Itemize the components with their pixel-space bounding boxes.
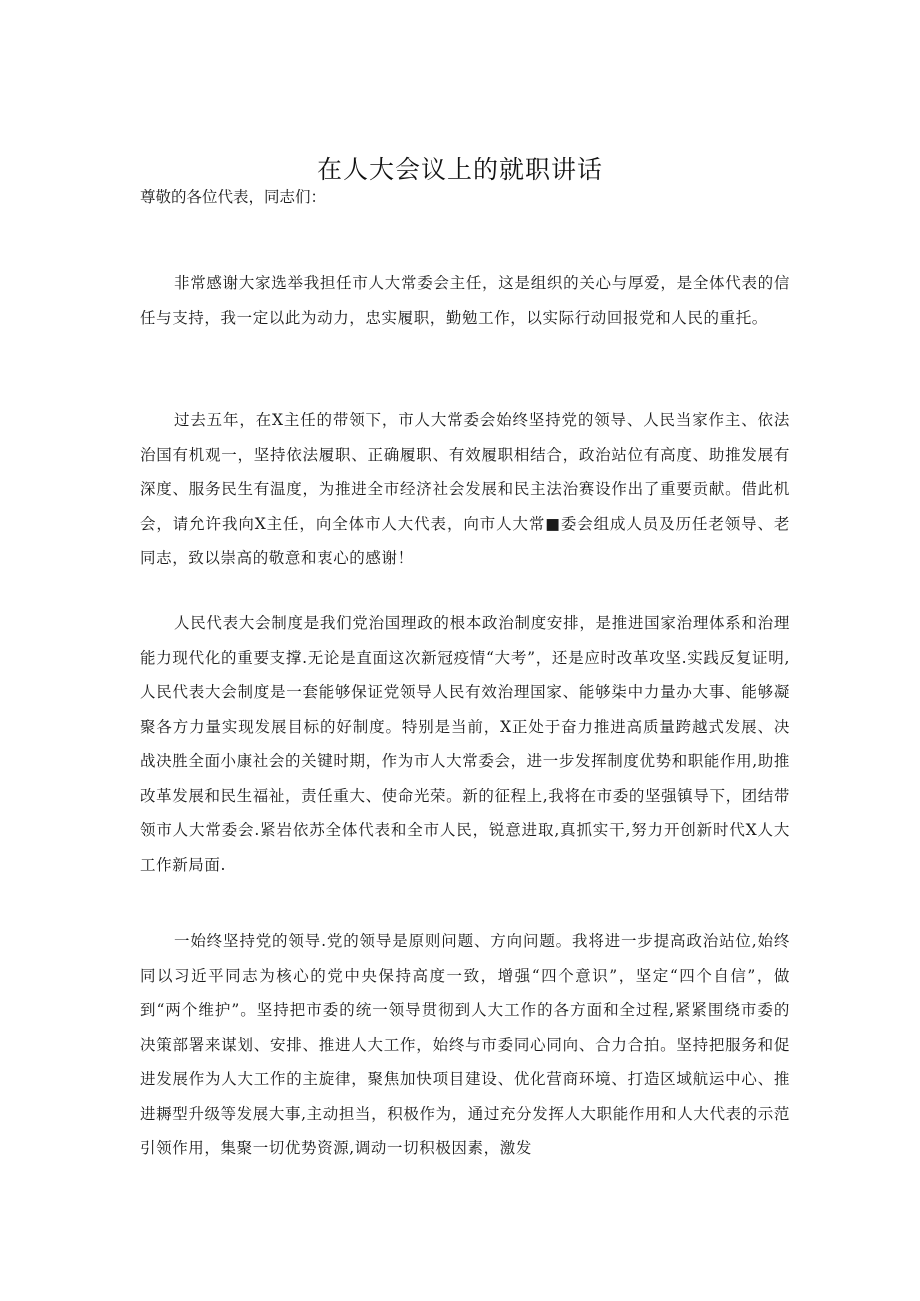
document-title: 在人大会议上的就职讲话 <box>316 155 603 184</box>
paragraph-1: 非常感谢大家选举我担任市人大常委会主任，这是组织的关心与厚爱，是全体代表的信任与支持，我一定以此为动力，忠实履职，勤勉工作，以实际行动回报党和人民的重托。 <box>140 274 790 327</box>
paragraph-4: 一始终坚持党的领导.党的领导是原则问题、方向问题。我将进一步提高政治站位,始终同以习近平同志为核心的党中央保持高度一致，增强“四个意识”，坚定“四个自信”，做到“两个维护”。坚持把市委的统一领导贯彻到人大工作的各方面和全过程,紧紧围绕市委的决策部署来谋划、安排、推进人大工作，始终与市委同心同向、合力合拍。坚持把服务和促进发展作为人大工作的主旋律，聚焦加快项目建设、优化营商环境、打造区域航运中心、推进耨型升级等发展大事,主动担当，积极作为，通过充分发挥人大职能作用和人大代表的示范引领作用，集聚一切优势资源,调动一切积极因素，激发 <box>140 932 790 1157</box>
paragraph-3: 人民代表大会制度是我们党治国理政的根本政治制度安排，是推进国家治理体系和治理能力现代化的重要支撑.无论是直面这次新冠疫情“大考”，还是应时改革攻坚.实践反复证明,人民代表大会制度是一套能够保证党领导人民有效治理国家、能够柒中力量办大事、能够凝聚各方力量实现发展目标的好制度。特别是当前，X正处于奋力推进高质量跨越式发展、决战决胜全面小康社会的关键时期，作为市人大常委会，进一步发挥制度优势和职能作用,助推改革发展和民生福祉，责任重大、使命光荣。新的征程上,我将在市委的坚强镇导下，团结带领市人大常委会.紧岩依苏全体代表和全市人民，锐意进取,真抓实干,努力开创新时代X人大工作新局面. <box>140 614 790 874</box>
paragraph-2: 过去五年，在X主任的带领下，市人大常委会始终坚持党的领导、人民当家作主、依法治国有机观一，坚持依法履职、正确履职、有效履职相结合，政治站位有高度、助推发展有深度、服务民生有温度，为推进全市经济社会发展和民主法治赛设作出了重要贡献。借此机会，请允许我向X主任，向全体市人大代表，向市人大常■委会组成人员及历任老领导、老同志，致以崇高的敬意和衷心的感谢！ <box>140 411 790 567</box>
salutation: 尊敬的各位代表，同志们： <box>140 188 327 206</box>
